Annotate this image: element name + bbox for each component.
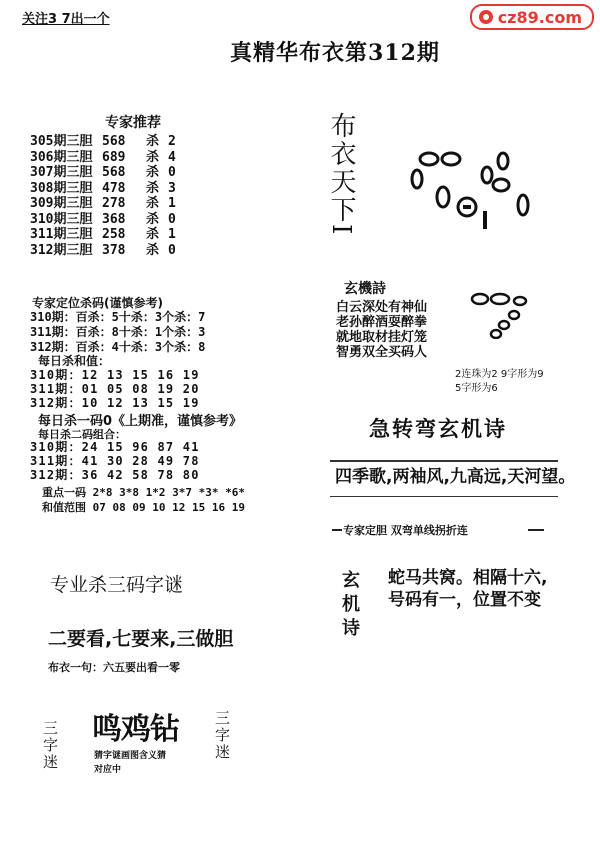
poem-heading: 玄機詩 <box>344 281 386 297</box>
watermark-text: cz89.com <box>497 7 582 27</box>
table-cell: 307期三胆 <box>30 165 93 180</box>
mystery-title: 急转弯玄机诗 <box>369 417 507 441</box>
poem-line: 蛇马共窝。相隔十六, <box>388 568 548 588</box>
table-cell: 305期三胆 <box>30 134 93 149</box>
table-cell: 278 <box>102 196 126 211</box>
table-row <box>30 181 176 197</box>
table-cell: 478 <box>102 180 126 196</box>
riddle-main: 二要看,七要来,三做胆 <box>48 628 234 650</box>
combo-list <box>30 440 200 482</box>
poem-line: 就地取材挂灯笼 <box>336 330 428 345</box>
vertical-title: 布衣天下I <box>326 112 356 237</box>
table-cell: 689 <box>102 149 126 165</box>
sum-range-line: 和值范围 07 08 09 10 12 15 16 19 <box>42 501 245 514</box>
vertical-poem-title: 玄机诗 <box>339 570 360 642</box>
table-cell: 1 <box>168 196 176 211</box>
list-item: 310期：12 13 15 16 19 <box>30 368 200 382</box>
site-watermark[interactable] <box>470 4 594 30</box>
poem-line: 白云深处有神仙 <box>336 300 428 315</box>
table-cell: 杀 <box>146 149 160 165</box>
position-kill-heading: 专家定位杀码(谨慎参考) <box>32 296 163 310</box>
riddle-big-text: 鸣鸡钻 <box>92 712 179 747</box>
page-title: 真精华布衣第312期 <box>230 40 440 66</box>
table-cell: 杀 <box>146 211 160 227</box>
table-row <box>30 243 176 259</box>
expert-heading: 专家推荐 <box>105 115 161 131</box>
list-item: 312期：百杀：4十杀：3个杀：8 <box>30 340 206 354</box>
poem-line: 号码有一，位置不变 <box>388 590 541 610</box>
song-line: 四季歌,两袖风,九高远,天河望。 <box>335 467 576 487</box>
table-cell: 杀 <box>146 165 160 180</box>
riddle-note: 对应中 <box>94 765 122 775</box>
table-cell: 306期三胆 <box>30 149 93 165</box>
table-cell: 309期三胆 <box>30 196 93 211</box>
hint-line: 2连珠为2 9字形为9 <box>455 369 544 380</box>
table-cell: 2 <box>168 134 176 149</box>
list-item: 310期：百杀：5十杀：3个杀：7 <box>30 310 206 324</box>
chain-beads-illustration <box>405 145 545 240</box>
riddle-vertical-left: 三字迷 <box>41 720 59 771</box>
list-item: 310期：24 15 96 87 41 <box>30 440 200 454</box>
hint-line: 5字形为6 <box>455 383 498 394</box>
table-cell: 0 <box>168 165 176 180</box>
table-row <box>30 227 176 243</box>
table-cell: 310期三胆 <box>30 211 93 227</box>
table-cell: 4 <box>168 149 176 165</box>
riddle-heading: 专业杀三码字谜 <box>50 574 184 596</box>
table-cell: 杀 <box>146 242 160 258</box>
table-cell: 568 <box>102 165 126 180</box>
table-cell: 0 <box>168 242 176 258</box>
riddle-note: 猜字谜画图含义猜 <box>94 751 167 761</box>
poem-lines <box>336 300 427 360</box>
position-kill-list <box>30 310 205 355</box>
table-cell: 杀 <box>146 196 160 211</box>
sum-kill-list <box>30 368 200 410</box>
list-item: 312期：36 42 58 78 80 <box>30 468 200 482</box>
table-row <box>30 150 176 166</box>
table-cell: 3 <box>168 180 176 196</box>
sum-kill-heading: 每日杀和值： <box>38 354 111 368</box>
expert-list <box>30 134 176 258</box>
table-cell: 368 <box>102 211 126 227</box>
focus-code-line: 重点一码 2*8 3*8 1*2 3*7 *3* *6* <box>42 486 245 499</box>
table-cell: 312期三胆 <box>30 242 93 258</box>
table-cell: 1 <box>168 227 176 242</box>
poem-line: 智勇双全买码人 <box>336 345 428 360</box>
divider <box>332 529 342 531</box>
small-chain-illustration <box>460 289 550 339</box>
list-item: 311期：百杀：8十杀：1个杀：3 <box>30 325 206 339</box>
riddle-vertical-right: 三字迷 <box>213 710 231 761</box>
table-cell: 308期三胆 <box>30 180 93 196</box>
table-cell: 杀 <box>146 227 160 242</box>
fixed-heading: 专家定胆 双弯单线拐折连 <box>343 524 468 537</box>
poem-line: 老孙醉酒耍醉拳 <box>336 315 428 330</box>
table-row <box>30 196 176 212</box>
table-cell: 0 <box>168 211 176 227</box>
list-item: 311期：41 30 28 49 78 <box>30 454 200 468</box>
daily-kill-heading: 每日杀一码0《上期准，谨慎参考》 <box>38 414 243 429</box>
combo-heading: 每日杀二码组合： <box>38 428 126 441</box>
list-item: 312期：10 12 13 15 19 <box>30 396 200 410</box>
table-cell: 杀 <box>146 180 160 196</box>
divider <box>528 529 544 531</box>
table-cell: 378 <box>102 242 126 258</box>
table-cell: 311期三胆 <box>30 227 93 242</box>
riddle-sub: 布衣一句：六五要出看一零 <box>48 661 180 674</box>
table-row <box>30 165 176 181</box>
table-cell: 杀 <box>146 134 160 149</box>
table-cell: 258 <box>102 227 126 242</box>
list-item: 311期：01 05 08 19 20 <box>30 382 200 396</box>
table-cell: 568 <box>102 134 126 149</box>
table-row <box>30 134 176 150</box>
table-row <box>30 212 176 228</box>
top-note: 关注3 7出一个 <box>22 12 110 27</box>
lottery-logo-icon <box>478 9 494 25</box>
